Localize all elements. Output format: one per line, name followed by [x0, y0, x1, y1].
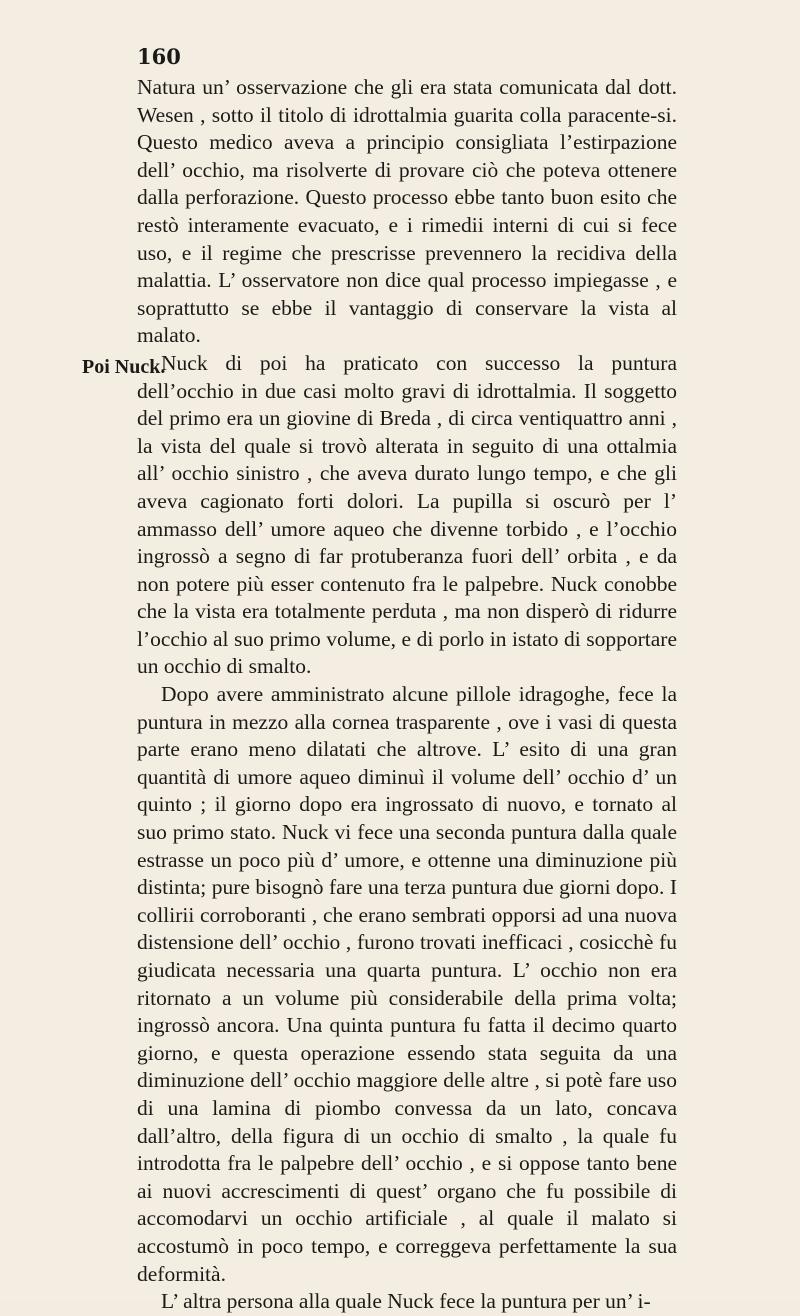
paragraph-2: Nuck di poi ha praticato con successo la puntura dell’occhio in due casi molto gravi di idrottalmia. Il soggetto del primo era un giovine di Breda , di circa ventiquattro anni , la vista del quale si trovò alterata in seguito di una ottalmia all’ occhio sinistro , che aveva durato lungo tempo, e che gli aveva cagionato forti dolori. La pupilla si oscurò per l’ ammasso dell’ umore aqueo che divenne torbido , e l’occhio ingrossò a segno di far protuberanza fuori dell’ orbita , e da non potere più esser contenuto fra le palpebre. Nuck conobbe che la vista era totalmente perduta , ma non disperò di ridurre l’occhio al suo primo volume, e di porlo in istato di sopportare un occhio di smalto.: [137, 350, 677, 679]
margin-note: Poi Nuck.: [82, 356, 166, 378]
paragraph-4: L’ altra persona alla quale Nuck fece la puntura per un’ i-: [161, 1289, 651, 1314]
body-text: [137, 74, 677, 1316]
page-number: 160: [137, 44, 181, 69]
paragraph-1: Natura un’ osservazione che gli era stata comunicata dal dott. Wesen , sotto il titolo di idrottalmia guarita colla paracente-si. Questo medico aveva a principio consigliata l’estirpazione dell’ occhio, ma risolverte di provare ciò che poteva ottenere dalla perforazione. Questo processo ebbe tanto buon esito che restò interamente evacuato, e i rimedii interni di cui si fece uso, e il regime che prescrisse prevennero la recidiva della malattia. L’ osservatore non dice qual processo impiegasse , e soprattutto se ebbe il vantaggio di conservare la vista al malato.: [137, 75, 677, 348]
paragraph-3: Dopo avere amministrato alcune pillole idragoghe, fece la puntura in mezzo alla cornea trasparente , ove i vasi di questa parte erano meno dilatati che altrove. L’ esito di una gran quantità di umore aqueo diminuì il volume dell’ occhio d’ un quinto ; il giorno dopo era ingrossato di nuovo, e tornato al suo primo stato. Nuck vi fece una seconda puntura dalla quale estrasse un poco più d’ umore, e ottenne una diminuzione più distinta; pure bisognò fare una terza puntura due giorni dopo. I collirii corroboranti , che erano sembrati opporsi ad una nuova distensione dell’ occhio , furono trovati inefficaci , cosicchè fu giudicata necessaria una quarta puntura. L’ occhio non era ritornato a un volume più considerabile della prima volta; ingrossò ancora. Una quinta puntura fu fatta il decimo quarto giorno, e questa operazione essendo stata seguita da una diminuzione dell’ occhio maggiore delle altre , si potè fare uso di una lamina di piombo convessa da un lato, concava dall’altro, della figura di un occhio di smalto , la quale fu introdotta fra le palpebre dell’ occhio , e si oppose tanto bene ai nuovi accrescimenti di quest’ organo che fu possibile di accomodarvi un occhio artificiale , al quale il malato si accostumò in poco tempo, e correggeva perfettamente la sua deformità.: [137, 682, 677, 1286]
